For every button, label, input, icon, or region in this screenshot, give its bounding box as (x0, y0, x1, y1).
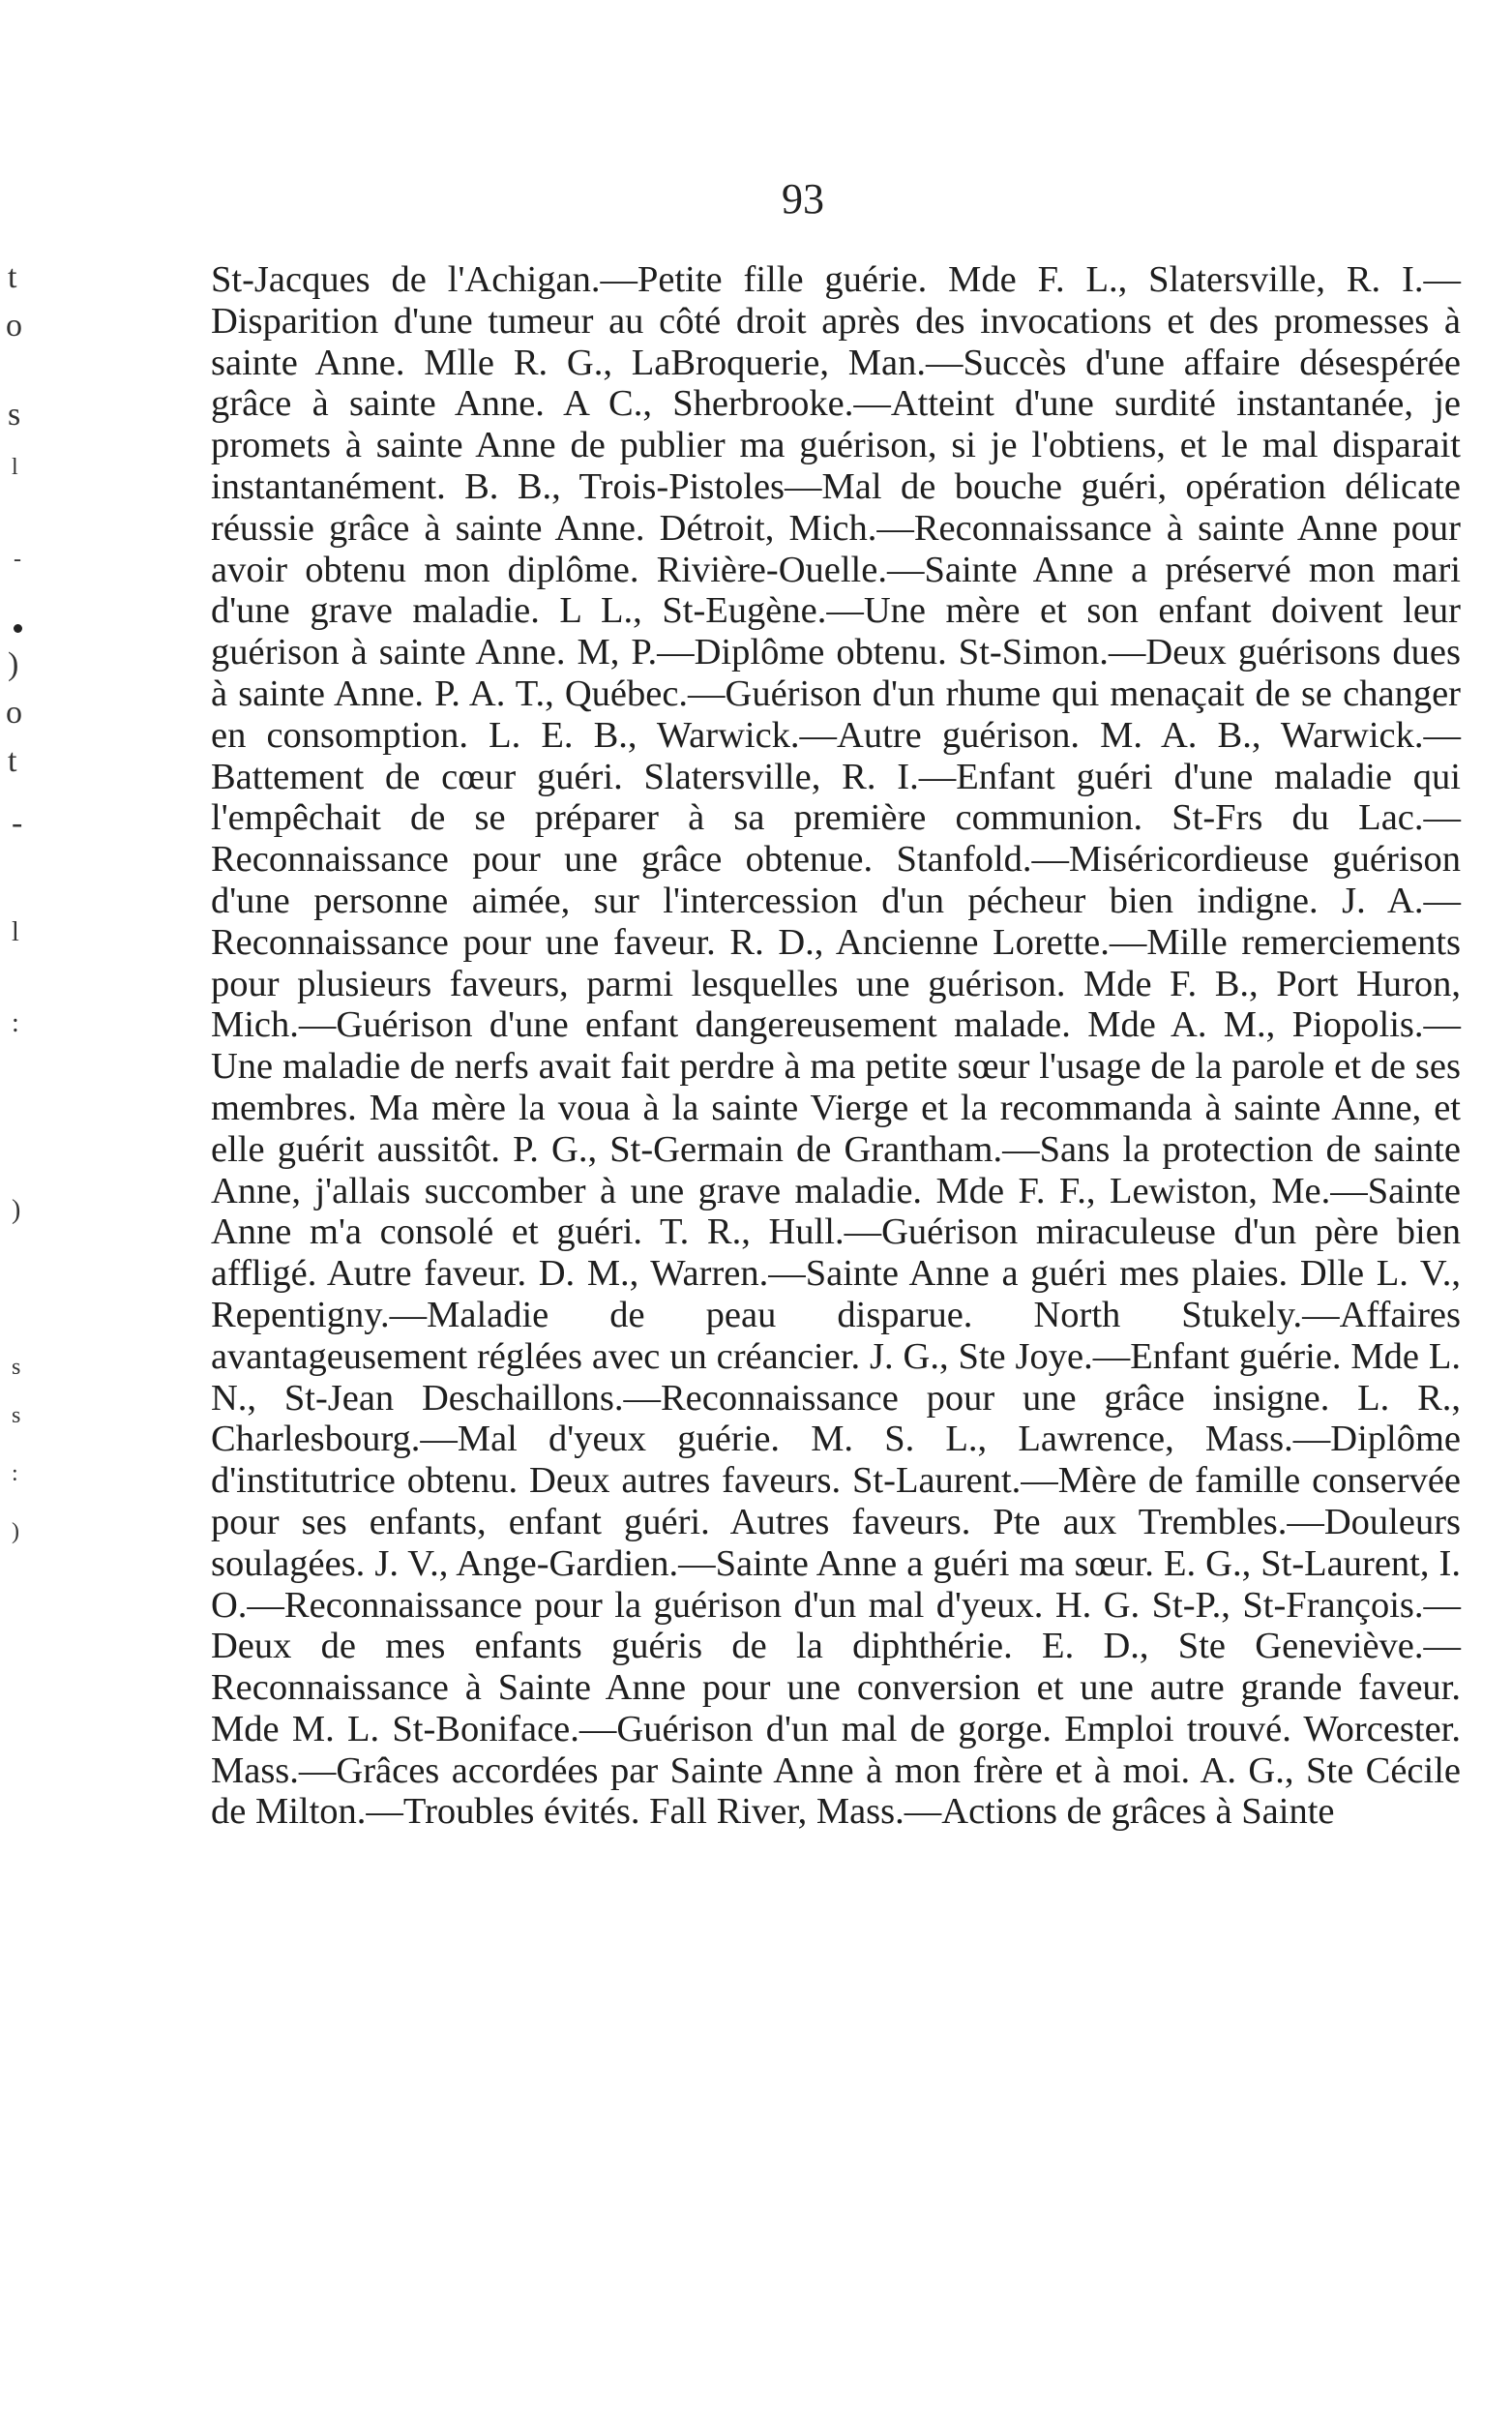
body-paragraph: St-Jacques de l'Achigan.—Petite fille guérie. Mde F. L., Slatersville, R. I.—Disparition d'une tumeur au côté droit après des invocations et des promesses à sainte Anne. Mlle R. G., LaBroquerie, Man.—Succès d'une affaire désespérée grâce à sainte Anne. A C., Sherbrooke.—Atteint d'une surdité instantanée, je promets à sainte Anne de publier ma guérison, si je l'obtiens, et le mal disparait instantanément. B. B., Trois-Pistoles—Mal de bouche guéri, opération délicate réussie grâce à sainte Anne. Détroit, Mich.—Reconnaissance à sainte Anne pour avoir obtenu mon diplôme. Rivière-Ouelle.—Sainte Anne a préservé mon mari d'une grave maladie. L L., St-Eugène.—Une mère et son enfant doivent leur guérison à sainte Anne. M, P.—Diplôme obtenu. St-Simon.—Deux guérisons dues à sainte Anne. P. A. T., Québec.—Guérison d'un rhume qui menaçait de se changer en consomption. L. E. B., Warwick.—Autre guérison. M. A. B., Warwick.—Battement de cœur guéri. Slatersville, R. I.—Enfant guéri d'une maladie qui l'empêchait de se préparer à sa première communion. St-Frs du Lac.—Reconnaissance pour une grâce obtenue. Stanfold.—Miséricordieuse guérison d'une personne aimée, sur l'intercession d'un pécheur bien indigne. J. A.—Reconnaissance pour une faveur. R. D., Ancienne Lorette.—Mille remerciements pour plusieurs faveurs, parmi lesquelles une guérison. Mde F. B., Port Huron, Mich.—Guérison d'une enfant dangereusement malade. Mde A. M., Piopolis.—Une maladie de nerfs avait fait perdre à ma petite sœur l'usage de la parole et de ses membres. Ma mère la voua à la sainte Vierge et la recommanda à sainte Anne, et elle guérit aussitôt. P. G., St-Germain de Grantham.—Sans la protection de sainte Anne, j'allais succomber à une grave maladie. Mde F. F., Lewiston, Me.—Sainte Anne m'a consolé et guéri. T. R., Hull.—Guérison miraculeuse d'un père bien affligé. Autre faveur. D. M., Warren.—Sainte Anne a guéri mes plaies. Dlle L. V., Repentigny.—Maladie de peau disparue. North Stukely.—Affaires avantageusement réglées avec un créancier. J. G., Ste Joye.—Enfant guérie. Mde L. N., St-Jean Deschaillons.—Reconnaissance pour une grâce insigne. L. R., Charlesbourg.—Mal d'yeux guérie. M. S. L., Lawrence, Mass.—Diplôme d'institutrice obtenu. Deux autres faveurs. St-Laurent.—Mère de famille conservée pour ses enfants, enfant guéri. Autres faveurs. Pte aux Trembles.—Douleurs soulagées. J. V., Ange-Gardien.—Sainte Anne a guéri ma sœur. E. G., St-Laurent, I. O.—Reconnaissance pour la guérison d'un mal d'yeux. H. G. St-P., St-François.—Deux de mes enfants guéris de la diphthérie. E. D., Ste Geneviève.—Reconnaissance à Sainte Anne pour une conversion et une autre grande faveur. Mde M. L. St-Boniface.—Guérison d'un mal de gorge. Emploi trouvé. Worcester. Mass.—Grâces accordées par Sainte Anne à mon frère et à moi. A. G., Ste Cécile de Milton.—Troubles évités. Fall River, Mass.—Actions de grâces à Sainte (211, 259, 1461, 1833)
margin-mark: s (12, 1403, 21, 1428)
margin-mark: o (6, 308, 22, 344)
margin-mark: s (8, 397, 21, 433)
left-margin-bleed (0, 0, 77, 2421)
margin-mark: - (12, 805, 23, 841)
margin-mark: l (12, 917, 19, 947)
margin-mark: o (6, 695, 22, 731)
margin-mark: s (12, 1355, 21, 1380)
margin-mark: ) (8, 646, 19, 682)
margin-mark: ) (12, 1519, 19, 1544)
page-number: 93 (782, 175, 824, 223)
margin-mark: ) (12, 1195, 21, 1225)
margin-mark: t (8, 743, 17, 779)
margin-mark: : (12, 1461, 18, 1486)
margin-mark: l (12, 455, 18, 480)
margin-mark: t (8, 259, 17, 295)
margin-mark: : (12, 1008, 19, 1038)
margin-mark: - (14, 547, 21, 572)
margin-dot (14, 624, 22, 633)
